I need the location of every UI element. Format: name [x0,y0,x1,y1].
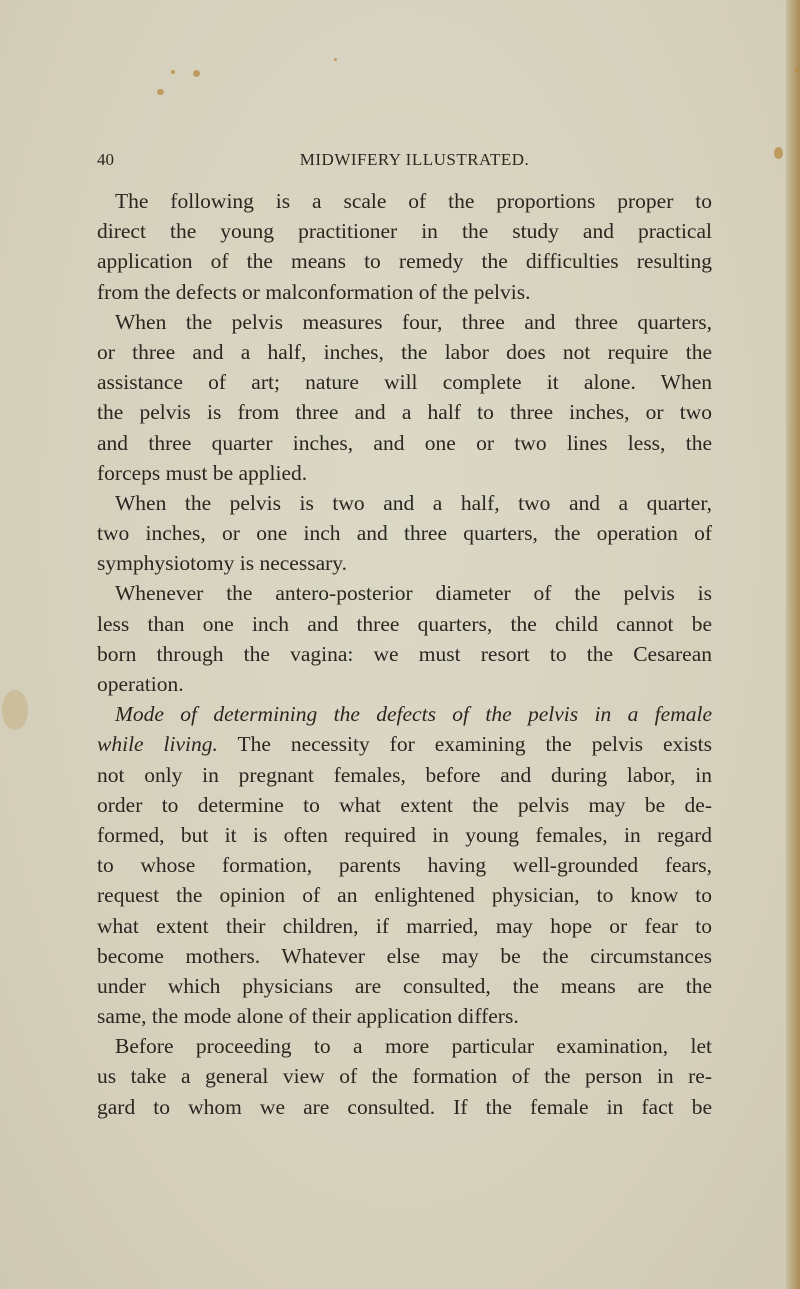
foxing-spot [795,68,799,73]
text-line [97,397,712,427]
text-line [97,428,712,458]
line-text: from the defects or malconformation of the pelvis. [97,279,531,304]
text-line [97,639,712,669]
line-text: Whenever the antero-posterior diameter of the pelvis is [115,581,712,606]
line-text: formed, but it is often required in young females, in regard [97,822,712,847]
text-line [97,1001,712,1031]
text-line [97,518,712,548]
foxing-spot [157,89,164,95]
body-text [97,186,712,1122]
text-line [97,971,712,1001]
line-text: or three and a half, inches, the labor does not require the [97,339,712,364]
text-line [97,186,712,216]
line-text: operation. [97,672,184,696]
line-text: born through the vagina: we must resort to the Cesarean [97,641,712,666]
foxing-spot [334,58,337,61]
line-text: to whose formation, parents having well-grounded fears, [97,853,712,878]
foxing-spot [171,70,175,74]
italic-heading: while living. [97,732,218,757]
line-text: become mothers. Whatever else may be the circumstances [97,943,712,968]
line-text: Before proceeding to a more particular examination, let [115,1034,712,1059]
line-text: under which physicians are consulted, the means are the [97,973,712,998]
text-line [97,880,712,910]
line-text: two inches, or one inch and three quarters, the operation of [97,521,712,546]
text-line [97,488,712,518]
text-line [97,609,712,639]
line-text: order to determine to what extent the pelvis may be de- [97,792,712,817]
line-text: and three quarter inches, and one or two lines less, the [97,430,712,455]
text-line [97,790,712,820]
line-text: The necessity for examining the pelvis exists [217,732,712,757]
line-text: The following is a scale of the proportions proper to [115,189,712,213]
line-text: assistance of art; nature will complete it alone. When [97,370,712,395]
line-text: what extent their children, if married, may hope or fear to [97,913,712,938]
page-number: 40 [97,150,114,169]
text-line [97,1061,712,1091]
line-text: When the pelvis is two and a half, two and a quarter, [115,490,712,515]
text-line [97,760,712,790]
text-line [97,941,712,971]
text-line [97,578,712,608]
line-text: gard to whom we are consulted. If the female in fact be [97,1094,712,1119]
line-text: same, the mode alone of their application differs. [97,1004,519,1029]
page-edge-shadow [786,0,800,1289]
line-text: request the opinion of an enlightened physician, to know to [97,883,712,908]
text-line [97,277,712,307]
text-line [97,307,712,337]
line-text: forceps must be applied. [97,460,308,485]
line-text: less than one inch and three quarters, the child cannot be [97,611,712,636]
text-line [97,367,712,397]
text-line [97,850,712,880]
text-line [97,911,712,941]
text-line [97,669,712,699]
line-text: symphysiotomy is necessary. [97,551,348,576]
text-line [97,729,712,759]
text-line [97,337,712,367]
text-line [97,246,712,276]
running-head [97,150,712,174]
line-text: us take a general view of the formation of the person in re- [97,1064,712,1089]
text-line [97,548,712,578]
text-line [97,1031,712,1061]
text-line [97,1092,712,1122]
line-text: the pelvis is from three and a half to three inches, or two [97,400,712,425]
line-text: When the pelvis measures four, three and three quarters, [115,309,712,334]
italic-heading: Mode of determining the defects of the pelvis in a female [115,702,712,727]
line-text: direct the young practitioner in the study and practical [97,219,712,244]
text-line [97,216,712,246]
text-line [97,699,712,729]
text-line [97,820,712,850]
running-title: MIDWIFERY ILLUSTRATED. [299,150,530,169]
foxing-spot [2,690,28,730]
line-text: application of the means to remedy the difficulties resulting [97,249,712,274]
line-text: not only in pregnant females, before and during labor, in [97,762,712,787]
foxing-spot [774,147,783,159]
text-line [97,458,712,488]
foxing-spot [193,70,200,77]
